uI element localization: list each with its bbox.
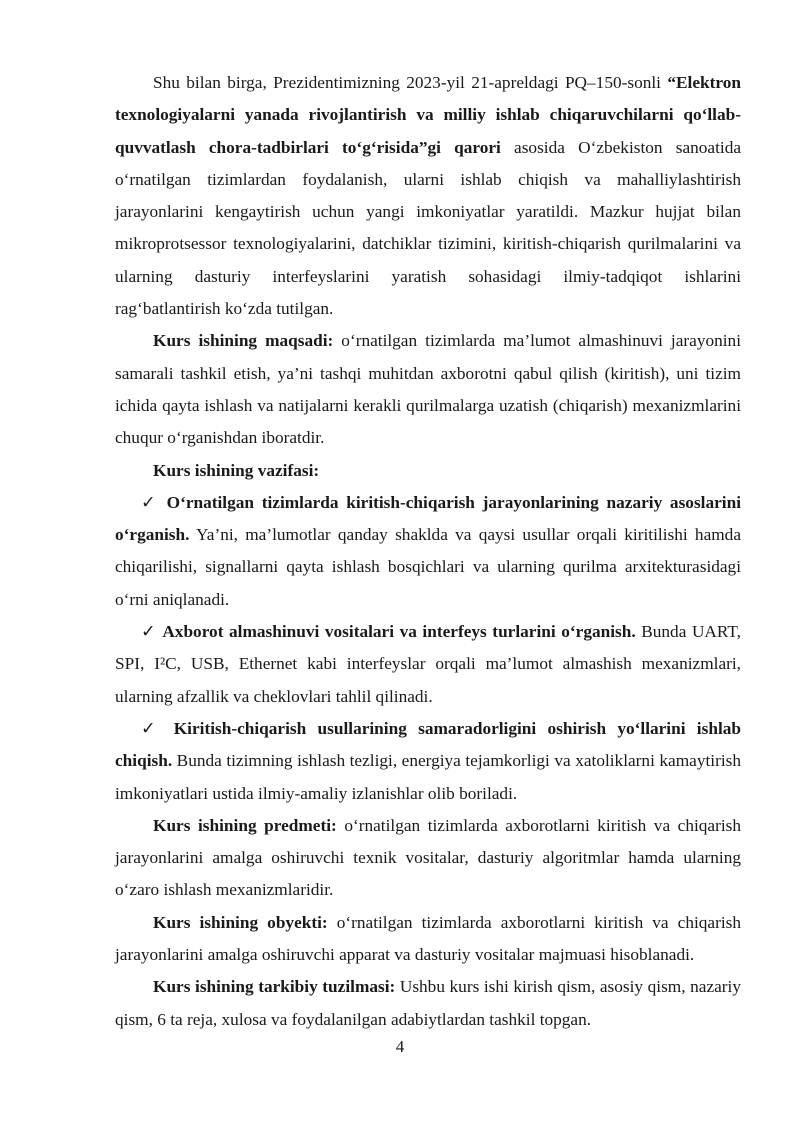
tasks-heading: Kurs ishining vazifasi: [153, 460, 320, 480]
task-item-1 [115, 487, 741, 616]
object-heading: Kurs ishining obyekti: [153, 912, 328, 932]
intro-text-continued: asosida O‘zbekiston sanoatida o‘rnatilgan tizimlardan foydalanish, ularni ishlab chiqish va mahalliylashtirish jarayonlarini kengaytirish uchun yangi imkoniyatlar yaratildi. Mazkur hujjat bilan mikroprotsessor texnologiyalarini, datchiklar tizimini, kiritish-chiqarish qurilmalarini va ularning dasturiy interfeyslarini yaratish sohasidagi ilmiy-tadqiqot ishlarini rag‘batlantirish ko‘zda tutilgan. [115, 137, 742, 319]
paragraph-structure [115, 971, 741, 1036]
structure-text: Ushbu kurs ishi kirish qism, asosiy qism, nazariy qism, 6 ta reja, xulosa va foydalanilgan adabiytlardan tashkil topgan. [115, 977, 741, 1029]
structure-heading: Kurs ishining tarkibiy tuzilmasi: [153, 977, 396, 997]
task-1-title: O‘rnatilgan tizimlarda kiritish-chiqarish jarayonlarining nazariy asoslarini o‘rganish. [115, 492, 741, 545]
subject-heading: Kurs ishining predmeti: [153, 815, 337, 835]
task-1-text: Ya’ni, ma’lumotlar qanday shaklda va qaysi usullar orqali kiritilishi hamda chiqarilishi, signallarni qayta ishlash bosqichlari va ularning qurilma arxitekturasidagi o‘rni aniqlanadi. [115, 525, 741, 609]
checkmark-icon: ✓ [141, 718, 163, 738]
checkmark-icon: ✓ [141, 492, 159, 512]
checkmark-icon: ✓ [141, 622, 157, 642]
object-text: o‘rnatilgan tizimlarda axborotlarni kiritish va chiqarish jarayonlarini amalga oshiruvchi apparat va dasturiy vositalar majmuasi hisoblanadi. [115, 912, 741, 965]
subject-text: o‘rnatilgan tizimlarda axborotlarni kiritish va chiqarish jarayonlarini amalga oshiruvchi texnik vositalar, dasturiy algoritmlar hamda ularning o‘zaro ishlash mexanizmlaridir. [115, 815, 741, 900]
decree-title: “Elektron texnologiyalarni yanada rivojlantirish va milliy ishlab chiqaruvchilarni qo‘llab-quvvatlash chora-tadbirlari to‘g‘risida”gi qarori [115, 73, 741, 157]
document-page [115, 67, 741, 1036]
page-number: 4 [395, 1037, 405, 1056]
task-2-title: Axborot almashinuvi vositalari va interfeys turlarini o‘rganish. [162, 622, 636, 642]
intro-text: Shu bilan birga, Prezidentimizning 2023-yil 21-apreldagi PQ–150-sonli [153, 73, 668, 92]
task-item-2 [115, 616, 741, 713]
paragraph-object [115, 907, 741, 972]
paragraph-subject [115, 810, 741, 907]
task-3-title: Kiritish-chiqarish usullarining samaradorligini oshirish yo‘llarini ishlab chiqish. [115, 718, 741, 771]
task-item-3 [115, 713, 741, 810]
goal-heading: Kurs ishining maqsadi: [153, 331, 334, 351]
goal-text: o‘rnatilgan tizimlarda ma’lumot almashinuvi jarayonini samarali tashkil etish, ya’ni tashqi muhitdan axborotni qabul qilish (kiritish), uni tizim ichida qayta ishlash va natijalarni kerakli qurilmalarga uzatish (chiqarish) mexanizmlarini chuqur o‘rganishdan iboratdir. [115, 331, 741, 448]
paragraph-goal [115, 325, 741, 454]
task-2-text: Bunda UART, SPI, I²C, USB, Ethernet kabi interfeyslar orqali ma’lumot almashish mexanizmlari, ularning afzallik va cheklovlari tahlil qilinadi. [115, 622, 741, 706]
paragraph-tasks-heading [115, 455, 741, 487]
task-3-text: Bunda tizimning ishlash tezligi, energiya tejamkorligi va xatoliklarni kamaytirish imkoniyatlari ustida ilmiy-amaliy izlanishlar olib boriladi. [115, 751, 741, 803]
paragraph-intro [115, 67, 741, 325]
